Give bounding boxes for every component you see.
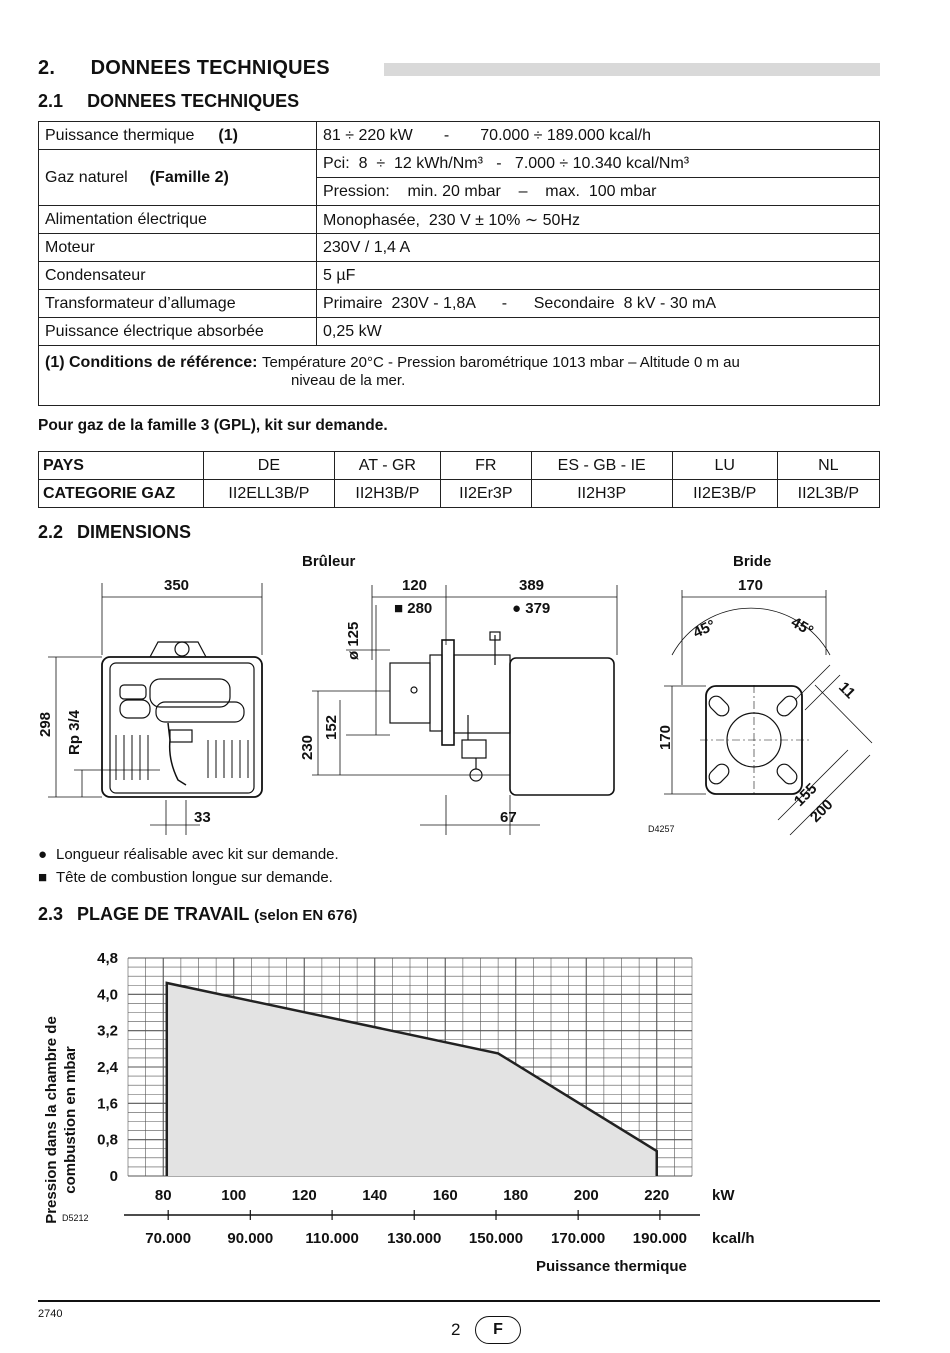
burner-label: Brûleur — [302, 553, 356, 570]
dim-389: 389 — [519, 577, 545, 594]
sub1-number: 2.1 — [38, 91, 64, 111]
subsection-2-3-title: 2.3 PLAGE DE TRAVAIL (selon EN 676) — [38, 904, 358, 924]
category-cell: II2H3P — [531, 480, 672, 508]
table-row — [39, 150, 880, 178]
country-cell: LU — [672, 452, 777, 480]
spec-label: Alimentation électrique — [39, 206, 317, 234]
x-tick-label: 80 — [154, 1187, 172, 1204]
footer-rule — [38, 1300, 880, 1302]
working-range-chart — [0, 940, 950, 1280]
table-row — [39, 206, 880, 234]
conditions-text: Température 20°C - Pression barométrique 1013 mbar – Altitude 0 m au — [261, 354, 740, 371]
gpl-note: Pour gaz de la famille 3 (GPL), kit sur demande. — [38, 417, 388, 434]
dim-33: 33 — [194, 809, 211, 826]
angle-45-left: 45° — [690, 616, 719, 642]
y-tick-label: 0 — [109, 1168, 118, 1185]
legend-text: Tête de combustion longue sur demande. — [56, 869, 333, 886]
dim-350: 350 — [164, 577, 190, 594]
dim-155: 155 — [790, 780, 821, 810]
x-unit-kcal: kcal/h — [712, 1230, 755, 1247]
dim-280: ■ 280 — [394, 600, 433, 617]
row-label: PAYS — [39, 452, 204, 480]
section-number: 2. — [38, 57, 56, 79]
y-tick-label: 2,4 — [97, 1059, 118, 1076]
spec-value: Pression: min. 20 mbar – max. 100 mbar — [317, 178, 880, 206]
dim-170-top: 170 — [738, 577, 764, 594]
table-row — [39, 122, 880, 150]
y-axis-label-1: Pression dans la chambre de — [43, 1016, 60, 1224]
flange-label: Bride — [733, 553, 772, 570]
legend-text: Longueur réalisable avec kit sur demande. — [56, 846, 339, 863]
spec-value: 230V / 1,4 A — [317, 234, 880, 262]
x-tick-label: 180 — [503, 1187, 529, 1204]
spec-value: Monophasée, 230 V ± 10% ∼ 50Hz — [317, 206, 880, 234]
section-title — [38, 57, 330, 80]
spec-label: Puissance thermique (1) — [39, 122, 317, 150]
spec-table — [38, 121, 880, 406]
spec-value: 81 ÷ 220 kW - 70.000 ÷ 189.000 kcal/h — [317, 122, 880, 150]
burner-side-view — [48, 583, 262, 835]
y-tick-label: 3,2 — [97, 1022, 118, 1040]
dim-rp: Rp 3/4 — [66, 709, 83, 755]
conditions-label: (1) Conditions de référence: — [45, 354, 258, 371]
dim-230: 230 — [299, 734, 316, 760]
dim-200: 200 — [806, 796, 837, 826]
angle-45-right: 45° — [788, 613, 817, 640]
x2-tick-label: 170.000 — [551, 1230, 606, 1247]
y-tick-label: 1,6 — [97, 1095, 118, 1113]
x2-tick-label: 70.000 — [145, 1230, 192, 1247]
sub3-suffix: (selon EN 676) — [254, 907, 358, 924]
x-axis-label: Puissance thermique — [536, 1258, 687, 1275]
dim-125: ø 125 — [345, 621, 362, 660]
country-cell: AT - GR — [334, 452, 440, 480]
dim-379: ● 379 — [512, 600, 551, 617]
table-row — [39, 290, 880, 318]
dim-298: 298 — [37, 711, 54, 737]
conditions-text-2: niveau de la mer. — [291, 372, 406, 389]
y-tick-label: 4,0 — [97, 986, 118, 1004]
table-row — [39, 262, 880, 290]
spec-label: Condensateur — [39, 262, 317, 290]
conditions-note — [39, 346, 880, 406]
working-area — [167, 983, 657, 1176]
category-cell: II2Er3P — [440, 480, 531, 508]
category-cell: II2ELL3B/P — [204, 480, 335, 508]
circle-icon: ● — [38, 846, 48, 863]
spec-label: Gaz naturel (Famille 2) — [39, 150, 317, 206]
spec-value: Primaire 230V - 1,8A - Secondaire 8 kV - 30 mA — [317, 290, 880, 318]
x-unit-kw: kW — [712, 1187, 735, 1204]
drawing-code: D4257 — [648, 824, 675, 834]
doc-number: 2740 — [38, 1308, 63, 1320]
spec-label: Moteur — [39, 234, 317, 262]
table-row — [39, 452, 880, 480]
y-tick-label: 4,8 — [97, 950, 118, 967]
dim-120: 120 — [402, 577, 428, 594]
row-label: CATEGORIE GAZ — [39, 480, 204, 508]
category-cell: II2E3B/P — [672, 480, 777, 508]
sub1-title: DONNEES TECHNIQUES — [87, 91, 300, 111]
x-tick-label: 140 — [362, 1187, 388, 1204]
category-cell: II2H3B/P — [334, 480, 440, 508]
dimension-drawings — [0, 545, 950, 845]
legend-item — [38, 869, 333, 886]
x2-tick-label: 110.000 — [305, 1230, 359, 1247]
dim-152: 152 — [323, 714, 340, 740]
category-table — [38, 451, 880, 508]
country-cell: ES - GB - IE — [531, 452, 672, 480]
y-tick-label: 0,8 — [97, 1131, 118, 1149]
x2-tick-label: 90.000 — [227, 1230, 274, 1247]
subsection-2-1-title — [38, 91, 299, 112]
x-tick-label: 160 — [432, 1187, 458, 1204]
x-tick-label: 120 — [291, 1187, 317, 1204]
spec-value: 5 µF — [317, 262, 880, 290]
y-axis-label-2: combustion en mbar — [62, 1046, 79, 1194]
spec-label: Transformateur d’allumage — [39, 290, 317, 318]
x2-tick-label: 130.000 — [387, 1230, 442, 1247]
subsection-2-2-title: 2.2 DIMENSIONS — [38, 522, 192, 542]
x2-tick-label: 190.000 — [632, 1230, 688, 1247]
header-bar — [384, 63, 880, 76]
category-cell: II2L3B/P — [777, 480, 879, 508]
spec-label: Puissance électrique absorbée — [39, 318, 317, 346]
dim-67: 67 — [500, 809, 517, 826]
square-icon: ■ — [38, 869, 48, 886]
x-tick-label: 100 — [221, 1187, 247, 1204]
x-tick-label: 200 — [573, 1187, 599, 1204]
chart-code: D5212 — [62, 1213, 89, 1223]
legend-item — [38, 846, 339, 863]
country-cell: FR — [440, 452, 531, 480]
table-row — [39, 346, 880, 406]
spec-value: 0,25 kW — [317, 318, 880, 346]
dim-11: 11 — [835, 678, 859, 703]
table-row — [39, 234, 880, 262]
x-tick-label: 220 — [644, 1187, 670, 1204]
language-badge: F — [475, 1316, 521, 1344]
dim-170-side: 170 — [657, 724, 674, 750]
table-row — [39, 318, 880, 346]
page-number: 2 — [451, 1320, 461, 1339]
section-title-text: DONNEES TECHNIQUES — [90, 57, 330, 79]
country-cell: NL — [777, 452, 879, 480]
x2-tick-label: 150.000 — [468, 1230, 524, 1247]
country-cell: DE — [204, 452, 335, 480]
spec-value: Pci: 8 ÷ 12 kWh/Nm³ - 7.000 ÷ 10.340 kcal/Nm³ — [317, 150, 880, 178]
table-row — [39, 480, 880, 508]
